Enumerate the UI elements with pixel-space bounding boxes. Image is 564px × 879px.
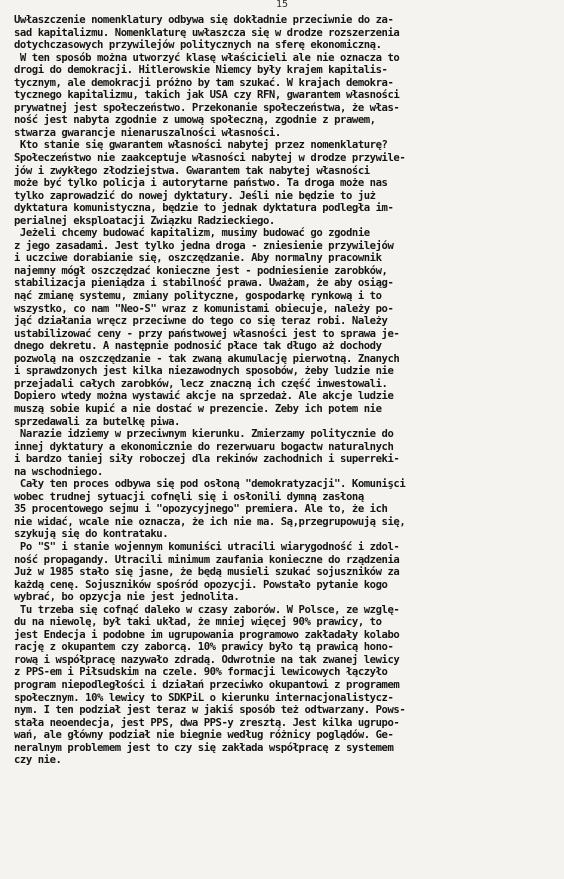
- text-line: Jeżeli chcemy budować kapitalizm, musimy budować go zgodnie: [14, 227, 370, 240]
- text-line: nąć zmianę systemu, zmiany polityczne, gospodarkę rynkową i to: [14, 290, 382, 303]
- text-line: prywatnej jest społeczeństwo. Przekonanie społeczeństwa, że włas-: [14, 101, 400, 114]
- text-line: czy nie.: [14, 754, 62, 767]
- text-line: jąć działania wręcz przeciwne do tego co się teraz robi. Należy: [14, 315, 388, 328]
- text-line: ustabilizować ceny - przy państwowej własności jest to sprawa je-: [14, 327, 400, 340]
- text-line: tycznym, ale demokracji próżno by tam szukać. W krajach demokra-: [14, 76, 394, 89]
- text-line: tylko zaprowadzić do nowej dyktatury. Jeśli nie będzie to już: [14, 189, 376, 202]
- text-line: muszą sobie kupić a nie dostać w prezencie. Żeby ich potem nie: [14, 402, 382, 415]
- text-line: rową i współpracę nazywało zdradą. Odwrotnie na tak zwanej lewicy: [14, 653, 400, 666]
- text-line: szykują się do kontrataku.: [14, 528, 169, 541]
- text-line: nie widać, wcale nie oznacza, że ich nie ma. Są,przegrupowują się,: [14, 515, 406, 528]
- text-line: Cały ten proces odbywa się pod osłoną "demokratyzacji". Komunişci: [14, 478, 406, 491]
- text-line: du na niewolę, był taki układ, że mniej więcej 90% prawicy, to: [14, 616, 382, 629]
- text-line: rację z okupantem czy zaborcą. 10% prawicy było tą prawicą hono-: [14, 641, 394, 654]
- text-line: nym. I ten podział jest teraz w jakiś sposób też odtwarzany. Pows-: [14, 704, 406, 717]
- text-line: dotychczasowych przywilejów politycznych na sferę ekonomiczną.: [14, 39, 382, 52]
- text-line: tycznego kapitalizmu, takich jak USA czy RFN, gwarantem własności: [14, 89, 400, 102]
- text-line: ność jest nabyta zgodnie z umową społeczną, zgodnie z prawem,: [14, 114, 376, 127]
- text-line: najemny mógł oszczędzać konieczne jest - podniesienie zarobków,: [14, 264, 388, 277]
- text-line: na wschodniego.: [14, 465, 103, 478]
- text-line: stwarza gwarancje nienaruszalności własności.: [14, 126, 281, 139]
- text-line: wybrać, bo opzycja nie jest jednolita.: [14, 591, 240, 604]
- text-line: może być tylko policja i autorytarne państwo. Ta droga może nas: [14, 177, 388, 190]
- text-line: stała neoendecja, jest PPS, dwa PPS-y zresztą. Jest kilka ugrupo-: [14, 716, 400, 729]
- text-line: innej dyktatury a ekonomicznie do rezerwuaru bogactw naturalnych: [14, 440, 394, 453]
- text-line: jów i zwykłego złodziejstwa. Gwarantem tak nabytej własności: [14, 164, 370, 177]
- text-line: społecznym. 10% lewicy to SDKPiL o kierunku internacjonalistycz-: [14, 691, 394, 704]
- text-line: W ten sposób można utworzyć klasę właścicieli ale nie oznacza to: [14, 51, 400, 64]
- text-line: program niepodległości i działań przeciwko okupantowi z programem: [14, 678, 400, 691]
- text-line: z jego zasadami. Jest tylko jedna droga - zniesienie przywilejów: [14, 239, 394, 252]
- text-line: i sprawdzonych jest kilka niezawodnych sposobów, żeby ludzie nie: [14, 365, 394, 378]
- text-line: stabilizacja pieniądza i stabilność prawa. Uważam, że aby osiąg-: [14, 277, 394, 290]
- text-line: ność propagandy. Utracili minimum zaufania konieczne do rządzenia: [14, 553, 400, 566]
- text-line: Tu trzeba się cofnąć daleko w czasy zaborów. W Polsce, ze wzglę-: [14, 603, 400, 616]
- body-text: [14, 14, 552, 767]
- text-line: dyktatura komunistyczna, będzie to jednak dyktatura podległa im-: [14, 202, 394, 215]
- text-line: z PPS-em i Piłsudskim na czele. 90% formacji lewicowych łączyło: [14, 666, 388, 679]
- text-line: Społeczeństwo nie zaakceptuje własności nabytej w drodze przywile-: [14, 152, 406, 165]
- text-line: sprzedawali za butelkę piwa.: [14, 415, 180, 428]
- text-line: sad kapitalizmu. Nomenklaturę uwłaszcza się w drodze rozszerzenia: [14, 26, 400, 39]
- text-line: neralnym problemem jest to czy się zakłada współpracę z systemem: [14, 741, 394, 754]
- page-number: 15: [275, 0, 289, 10]
- text-line: Już w 1985 stało się jasne, że będą musieli szukać sojuszników za: [14, 566, 400, 579]
- text-line: Dopiero wtedy można wystawić akcje na sprzedaż. Ale akcje ludzie: [14, 390, 394, 403]
- text-line: Kto stanie się gwarantem własności nabytej przez nomenklaturę?: [14, 139, 388, 152]
- text-line: jest Endecja i podobne im ugrupowania programowo zakładały kolabo: [14, 628, 400, 641]
- text-line: Uwłaszczenie nomenklatury odbywa się dokładnie przeciwnie do za-: [14, 14, 394, 26]
- text-line: wszystko, co nam "Neo-S" wraz z komunistami obiecuje, należy po-: [14, 302, 394, 315]
- text-line: wań, ale główny podział nie biegnie według różnicy poglądów. Ge-: [14, 729, 394, 742]
- text-line: i bardzo taniej siły roboczej dla rekinów zachodnich i superreki-: [14, 453, 400, 466]
- text-line: wobec trudnej sytuacji cofnęli się i osłonili dymną zasłoną: [14, 490, 364, 503]
- text-line: drogi do demokracji. Hitlerowskie Niemcy były krajem kapitalis-: [14, 64, 388, 77]
- text-line: przejadali całych zarobków, lecz znaczną ich część inwestowali.: [14, 377, 388, 390]
- text-line: i uczciwe dorabianie się, oszczędzanie. Aby normalny pracownik: [14, 252, 382, 265]
- text-line: Narazie idziemy w przeciwnym kierunku. Zmierzamy politycznie do: [14, 428, 394, 441]
- text-line: perialnej eksploatacji Związku Radzieckiego.: [14, 214, 275, 227]
- text-line: dnego dekretu. A następnie podnosić płace tak długo aż dochody: [14, 340, 382, 353]
- text-line: 35 procentowego sejmu i "opozycyjnego" premiera. Ale to, że ich: [14, 503, 388, 516]
- text-line: każdą cenę. Sojuszników spośród opozycji. Powstało pytanie kogo: [14, 578, 388, 591]
- text-line: Po "S" i stanie wojennym komuniści utracili wiarygodność i zdol-: [14, 540, 400, 553]
- text-line: pozwolą na oszczędzanie - tak zwaną akumulację pierwotną. Znanych: [14, 352, 400, 365]
